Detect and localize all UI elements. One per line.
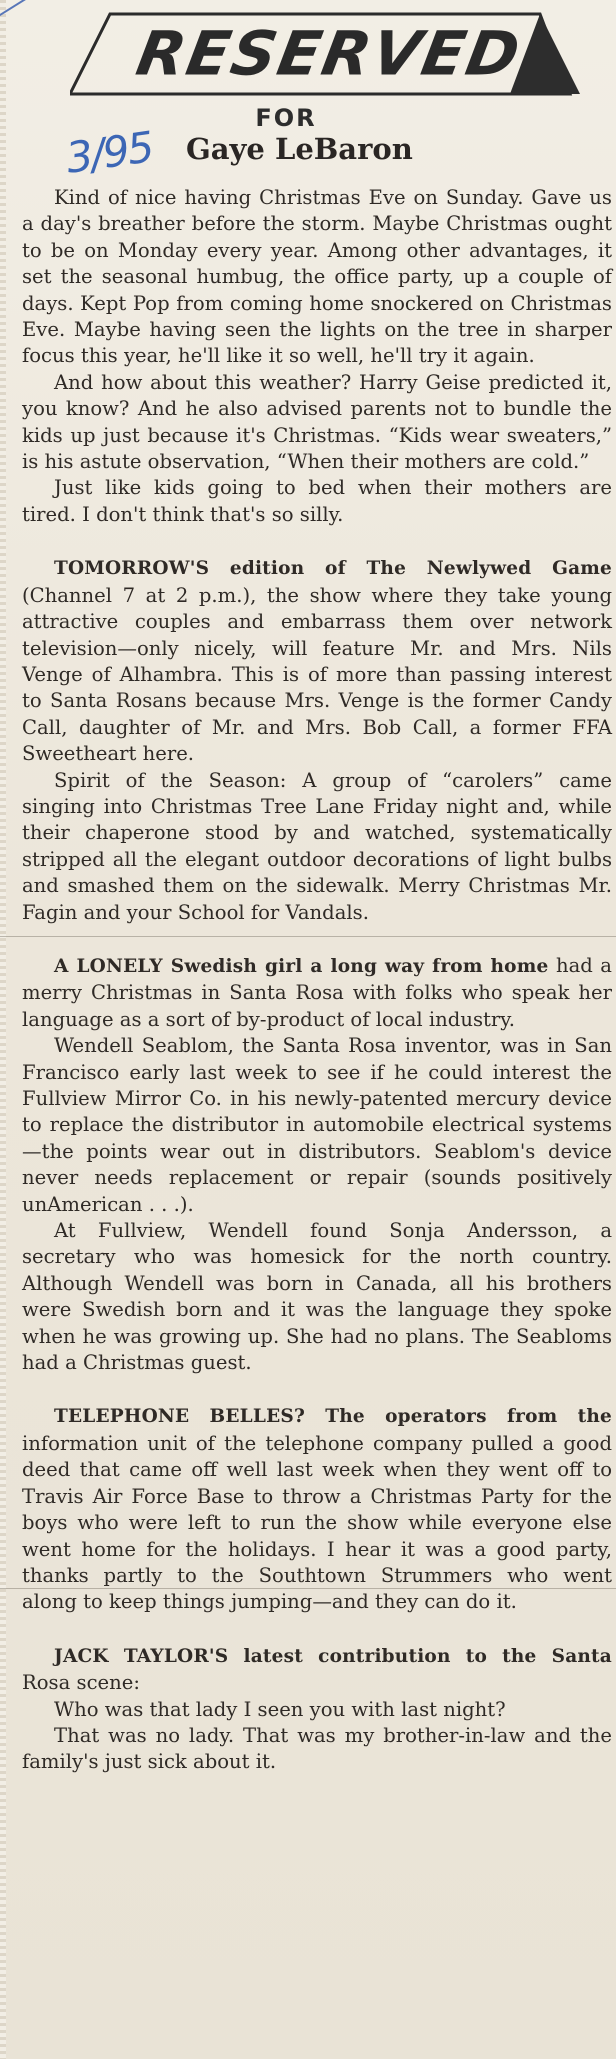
paragraph-text: And how about this weather? Harry Geise predicted it, you know? And he also advised parents not to bundle the kids up just because it's Christmas. “Kids wear sweaters,” is his astute observation, “When their mothers are cold.”: [22, 370, 612, 474]
paragraph-text: information unit of the telephone company pulled a good deed that came off well last week when they went off to Travis Air Force Base to throw a Christmas Party for the boys who were left to run the show while everyone else went home for the holidays. I hear it was a good party, thanks partly to the Southtown Strummers who went along to keep things jumping—and they can do it.: [22, 1431, 612, 1614]
banner-title: RESERVED: [131, 17, 527, 90]
paragraph: [22, 185, 612, 370]
paragraph-text: Spirit of the Season: A group of “carolers” came singing into Christmas Tree Lane Friday night and, while their chaperone stood by and watched, systematically stripped all the elegant outdoor decorations of light bulbs and smashed them on the sidewalk. Merry Christmas Mr. Fagin and your School for Vandals.: [22, 768, 612, 924]
paragraph: [22, 475, 612, 528]
paragraph-text: Wendell Seablom, the Santa Rosa inventor, was in San Francisco early last week to see if he could interest the Fullview Mirror Co. in his newly-patented mercury device to replace the distributor in automobile electrical systems—the points wear out in distributors. Seablom's device never needs replacement or repair (sounds positively unAmerican . . .).: [22, 1034, 612, 1216]
author-byline: Gaye LeBaron: [186, 132, 413, 166]
reserved-banner: [70, 8, 580, 100]
paragraph-lead: TELEPHONE BELLES? The operators from the: [54, 1406, 612, 1428]
paragraph: [22, 370, 612, 476]
handwritten-date: 3/95: [63, 122, 156, 183]
paragraph-text: That was no lady. That was my brother-in-law and the family's just sick about it.: [22, 1723, 612, 1774]
article-body: [22, 185, 612, 1776]
paragraph: [22, 1218, 612, 1376]
torn-left-edge: [0, 0, 6, 2059]
paragraph-text: Kind of nice having Christmas Eve on Sunday. Gave us a day's breather before the storm. Maybe Christmas ought to be on Monday every year. Among other advantages, it set the seasonal humbug, the office party, up a couple of days. Kept Pop from coming home snockered on Christmas Eve. Maybe having seen the lights on the tree in sharper focus this year, he'll like it so well, he'll try it again.: [22, 186, 612, 368]
paragraph-text: At Fullview, Wendell found Sonja Andersson, a secretary who was homesick for the north country. Although Wendell was born in Canada, all his brothers were Swedish born and it was the language they spoke when he was growing up. She had no plans. The Seabloms had a Christmas guest.: [22, 1219, 612, 1375]
paragraph: [22, 1033, 612, 1218]
paragraph-text: Who was that lady I seen you with last night?: [54, 1697, 506, 1721]
paragraph: [22, 953, 612, 1033]
paragraph: [22, 768, 612, 926]
for-label: FOR: [255, 104, 317, 132]
paragraph-lead: TOMORROW'S edition of The Newlywed Game: [54, 558, 612, 580]
paragraph: [22, 555, 612, 767]
paragraph: [22, 1697, 612, 1723]
paragraph-text: (Channel 7 at 2 p.m.), the show where they take young attractive couples and embarrass them over network television—only nicely, will feature Mr. and Mrs. Nils Venge of Alhambra. This is of more than passing interest to Santa Rosans because Mrs. Venge is the former Candy Call, daughter of Mr. and Mrs. Bob Call, a former FFA Sweetheart here.: [22, 583, 612, 766]
paragraph-lead: A LONELY Swedish girl a long way from home: [54, 955, 549, 977]
paragraph-text: Rosa scene:: [22, 1671, 140, 1695]
paragraph-text: Just like kids going to bed when their mothers are tired. I don't think that's so silly.: [22, 476, 612, 526]
paragraph-lead: JACK TAYLOR'S latest contribution to the Santa: [54, 1645, 612, 1667]
paragraph-text: had a merry Christmas in Santa Rosa with folks who speak her language as a sort of by-product of local industry.: [22, 953, 612, 1031]
fold-crease: [0, 936, 616, 937]
paragraph: [22, 1403, 612, 1615]
paragraph: [22, 1723, 612, 1776]
fold-crease: [0, 1588, 616, 1589]
paragraph: [22, 1643, 612, 1697]
